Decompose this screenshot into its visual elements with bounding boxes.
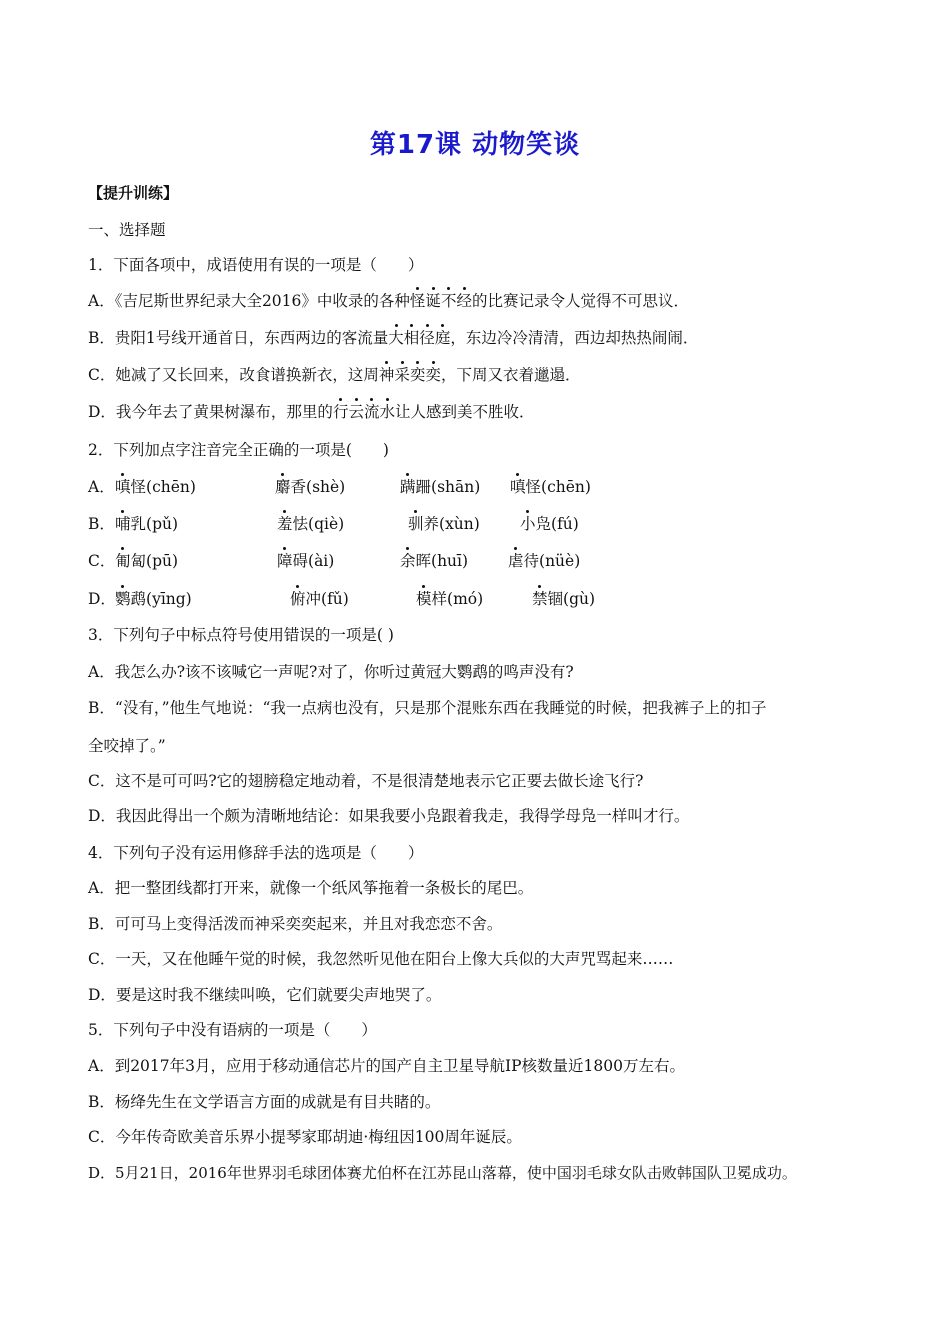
q5-option-a: A．到2017年3月，应用于移动通信芯片的国产自主卫星导航IP核数量近1800万左右。 [88,1057,686,1075]
section-label: 【提升训练】 [88,184,179,202]
q3-option-a: A．我怎么办?该不该喊它一声呢?对了，你听过黄冠大鹦鹉的鸣声没有? [88,663,574,681]
page-title: 第17课 动物笑谈 [369,130,581,160]
q5-option-d: D．5月21日，2016年世界羽毛球团体赛尤伯杯在江苏昆山落幕，使中国羽毛球女队击败韩国队卫冕成功。 [88,1164,797,1182]
q1-option-a: A．《吉尼斯世界纪录大全2016》中收录的各种怪诞不经的比赛记录令人觉得不可思议． [88,292,689,310]
q5-option-c: C．今年传奇欧美音乐界小提琴家耶胡迪·梅纽因100周年诞辰。 [88,1128,522,1146]
q2-option-c: C． 匍匐(pū) 障碍(ài) 余晖(huī) 虐待(nüè) [88,552,581,570]
q3-option-d: D．我因此得出一个颇为清晰地结论：如果我要小凫跟着我走，我得学母凫一样叫才行。 [88,807,690,825]
dotted-text: 大相径庭 [388,329,451,347]
q4-option-b: B．可可马上变得活泼而神采奕奕起来，并且对我恋恋不舍。 [88,915,503,933]
q3-option-b-line1: B．“没有，”他生气地说：“我一点病也没有，只是那个混账东西在我睡觉的时候，把我裤子上的扣子 [88,699,767,717]
q2-option-d: D． 鹦鹉(yīng) 俯冲(fǔ) 模样(mó) 禁锢(gù) [88,590,596,608]
q1-option-b: B．贵阳1号线开通首日，东西两边的客流量大相径庭，东边冷冷清清，西边却热热闹闹． [88,329,699,347]
dotted-text: 神采奕奕 [378,366,441,384]
question-1-stem: 1．下面各项中，成语使用有误的一项是（ ） [88,256,424,274]
q1-option-d: D．我今年去了黄果树瀑布，那里的行云流水让人感到美不胜收． [88,403,535,421]
question-5-stem: 5．下列句子中没有语病的一项是（ ） [88,1021,377,1039]
dotted-text: 怪诞不经 [409,292,472,310]
question-2-stem: 2．下列加点字注音完全正确的一项是( ) [88,441,389,459]
q4-option-c: C．一天，又在他睡午觉的时候，我忽然听见他在阳台上像大兵似的大声咒骂起来…… [88,950,674,968]
q4-option-a: A．把一整团线都打开来，就像一个纸风筝拖着一条极长的尾巴。 [88,879,534,897]
dotted-text: 行云流水 [332,403,395,421]
q2-option-b: B． 哺乳(pǔ) 羞怯(qiè) 驯养(xùn) 小凫(fú) [88,515,579,533]
q1-option-c: C．她减了又长回来，改食谱换新衣，这周神采奕奕，下周又衣着邋遢． [88,366,581,384]
q5-option-b: B．杨绛先生在文学语言方面的成就是有目共睹的。 [88,1093,441,1111]
q3-option-c: C．这不是可可吗?它的翅膀稳定地动着，不是很清楚地表示它正要去做长途飞行? [88,772,644,790]
part-heading: 一、选择题 [88,221,166,239]
q4-option-d: D．要是这时我不继续叫唤，它们就要尖声地哭了。 [88,986,442,1004]
question-3-stem: 3．下列句子中标点符号使用错误的一项是( ) [88,626,394,644]
q3-option-b-line2: 全咬掉了。” [88,737,166,755]
question-4-stem: 4．下列句子没有运用修辞手法的选项是（ ） [88,844,424,862]
q2-option-a: A． 嗔怪(chēn) 麝香(shè) 蹒跚(shān) 嗔怪(chēn) [88,478,591,496]
